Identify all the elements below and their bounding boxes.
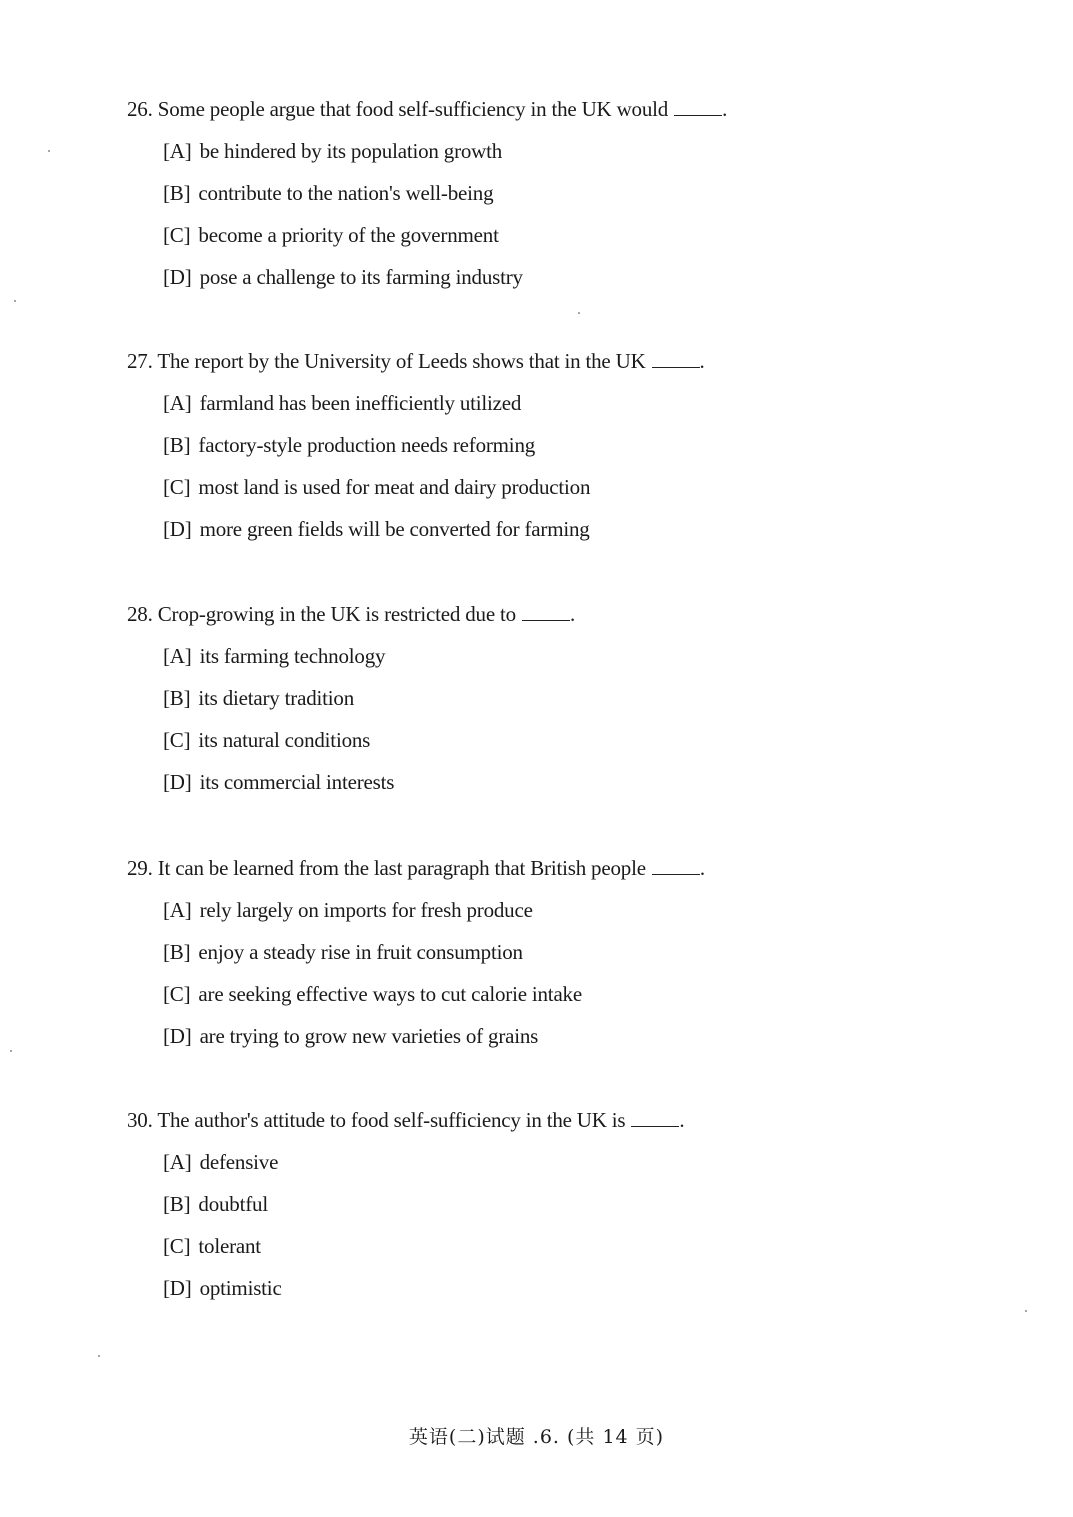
option-letter: [C] — [163, 728, 191, 752]
question-stem: 26. Some people argue that food self-sufficiency in the UK would . — [127, 97, 728, 121]
question-27 — [127, 347, 887, 543]
option-d — [163, 768, 887, 796]
option-c — [163, 473, 887, 501]
option-c — [163, 1232, 887, 1260]
question-stem: 30. The author's attitude to food self-sufficiency in the UK is . — [127, 1108, 685, 1132]
option-letter: [D] — [163, 770, 192, 794]
option-text: most land is used for meat and dairy production — [198, 475, 591, 499]
option-text: contribute to the nation's well-being — [198, 181, 494, 205]
option-letter: [D] — [163, 1276, 192, 1300]
question-number: 27. — [127, 349, 153, 373]
answer-blank — [522, 604, 570, 621]
option-text: more green fields will be converted for farming — [199, 517, 590, 541]
option-text: are seeking effective ways to cut calorie intake — [198, 982, 582, 1006]
scan-speck — [48, 150, 50, 152]
option-text: its farming technology — [199, 644, 386, 668]
option-a — [163, 389, 887, 417]
option-d — [163, 1022, 887, 1050]
question-26 — [127, 95, 887, 291]
scan-speck — [578, 312, 580, 314]
answer-blank — [674, 99, 722, 116]
option-a — [163, 642, 887, 670]
option-letter: [A] — [163, 644, 192, 668]
option-c — [163, 221, 887, 249]
option-letter: [A] — [163, 1150, 192, 1174]
option-b — [163, 431, 887, 459]
scan-speck — [14, 300, 16, 302]
option-d — [163, 1274, 887, 1302]
question-stem: 28. Crop-growing in the UK is restricted due to . — [127, 602, 576, 626]
option-c — [163, 726, 887, 754]
question-text: It can be learned from the last paragraph that British people — [157, 856, 646, 880]
question-text: Some people argue that food self-sufficiency in the UK would — [157, 97, 669, 121]
answer-blank — [652, 351, 700, 368]
option-text: enjoy a steady rise in fruit consumption — [198, 940, 523, 964]
option-letter: [A] — [163, 898, 192, 922]
option-a — [163, 1148, 887, 1176]
option-letter: [B] — [163, 686, 191, 710]
option-text: its commercial interests — [199, 770, 395, 794]
option-c — [163, 980, 887, 1008]
option-letter: [B] — [163, 181, 191, 205]
option-list — [163, 389, 887, 543]
option-text: doubtful — [198, 1192, 268, 1216]
option-text: defensive — [199, 1150, 279, 1174]
question-28 — [127, 600, 887, 796]
question-text: The author's attitude to food self-sufficiency in the UK is — [157, 1108, 626, 1132]
option-letter: [D] — [163, 517, 192, 541]
option-b — [163, 179, 887, 207]
option-text: optimistic — [199, 1276, 282, 1300]
question-text: Crop-growing in the UK is restricted due to — [157, 602, 516, 626]
option-letter: [B] — [163, 940, 191, 964]
option-list — [163, 137, 887, 291]
option-letter: [A] — [163, 391, 192, 415]
option-text: factory-style production needs reforming — [198, 433, 536, 457]
page-footer: 英语(二)试题 .6. (共 14 页) — [408, 1426, 665, 1448]
option-b — [163, 1190, 887, 1218]
option-letter: [C] — [163, 223, 191, 247]
option-letter: [D] — [163, 1024, 192, 1048]
option-list — [163, 642, 887, 796]
option-b — [163, 938, 887, 966]
option-d — [163, 263, 887, 291]
scan-speck — [10, 1050, 12, 1052]
option-text: be hindered by its population growth — [199, 139, 503, 163]
option-list — [163, 1148, 887, 1302]
option-letter: [C] — [163, 475, 191, 499]
question-stem: 27. The report by the University of Leeds shows that in the UK . — [127, 349, 705, 373]
question-number: 30. — [127, 1108, 153, 1132]
scan-speck — [98, 1355, 100, 1357]
option-d — [163, 515, 887, 543]
option-text: its natural conditions — [198, 728, 371, 752]
question-number: 29. — [127, 856, 153, 880]
option-letter: [C] — [163, 982, 191, 1006]
option-list — [163, 896, 887, 1050]
option-b — [163, 684, 887, 712]
question-number: 28. — [127, 602, 153, 626]
question-number: 26. — [127, 97, 153, 121]
option-text: are trying to grow new varieties of grains — [199, 1024, 539, 1048]
scan-speck — [1025, 1310, 1027, 1312]
option-letter: [B] — [163, 433, 191, 457]
option-a — [163, 896, 887, 924]
option-letter: [B] — [163, 1192, 191, 1216]
answer-blank — [631, 1110, 679, 1127]
option-text: become a priority of the government — [198, 223, 499, 247]
option-a — [163, 137, 887, 165]
option-letter: [D] — [163, 265, 192, 289]
question-stem: 29. It can be learned from the last paragraph that British people . — [127, 856, 705, 880]
option-text: rely largely on imports for fresh produce — [199, 898, 533, 922]
option-text: tolerant — [198, 1234, 261, 1258]
question-29 — [127, 854, 887, 1050]
option-text: its dietary tradition — [198, 686, 355, 710]
option-letter: [A] — [163, 139, 192, 163]
option-text: farmland has been inefficiently utilized — [199, 391, 522, 415]
answer-blank — [652, 858, 700, 875]
question-text: The report by the University of Leeds shows that in the UK — [157, 349, 646, 373]
option-letter: [C] — [163, 1234, 191, 1258]
question-30 — [127, 1106, 887, 1302]
option-text: pose a challenge to its farming industry — [199, 265, 523, 289]
